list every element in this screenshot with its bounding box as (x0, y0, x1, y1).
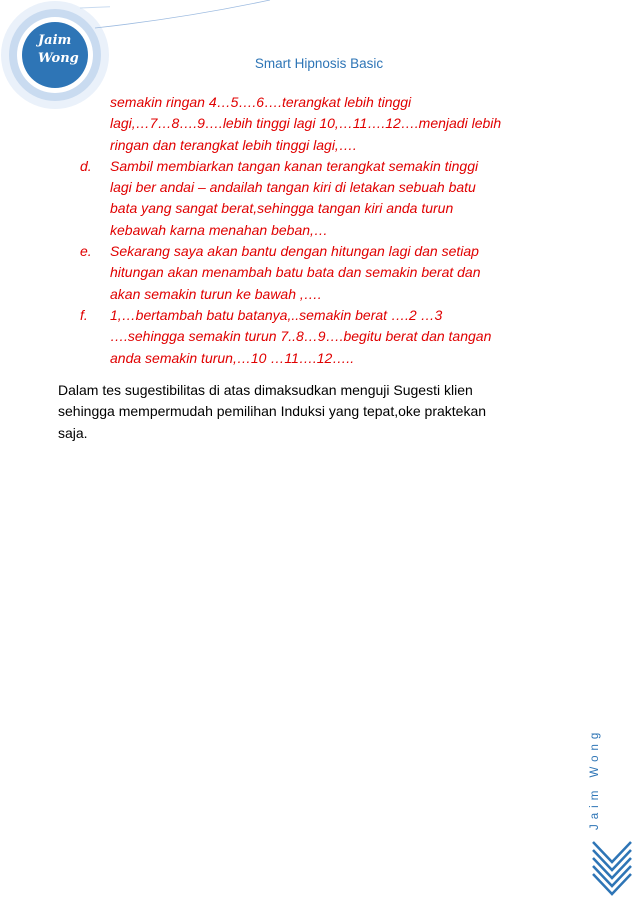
body-paragraph (58, 380, 578, 445)
list-item-e (58, 241, 578, 305)
logo-line-1: Jaim (38, 33, 72, 48)
list-line: bata yang sangat berat,sehingga tangan kiri anda turun (110, 200, 454, 217)
list-item-continuation (58, 92, 578, 156)
paragraph-line: Dalam tes sugestibilitas di atas dimaksudkan menguji Sugesti klien (58, 381, 473, 398)
list-line: semakin ringan 4…5….6….terangkat lebih tinggi (110, 94, 412, 110)
header-decor-line (95, 0, 275, 30)
list-line: 1,…bertambah batu batanya,..semakin berat ….2 …3 (110, 306, 443, 323)
list-line: kebawah karna menahan beban,… (110, 221, 328, 238)
page-header-title: Smart Hipnosis Basic (254, 56, 384, 71)
list-line: Sambil membiarkan tangan kanan terangkat semakin tinggi (110, 157, 479, 174)
paragraph-line: sehingga mempermudah pemilihan Induksi yang tepat,oke praktekan (58, 403, 487, 420)
list-line: lagi,…7…8….9….lebih tinggi lagi 10,…11….12….menjadi lebih (110, 115, 502, 132)
side-author-label: Jaim Wong (589, 727, 601, 830)
list-marker: d. (80, 157, 92, 174)
list-line: lagi ber andai – andailah tangan kiri di letakan sebuah batu (110, 179, 476, 196)
list-item-f (58, 305, 578, 369)
page-content (58, 92, 578, 444)
list-line: akan semakin turun ke bawah ,…. (110, 285, 322, 302)
list-marker: f. (80, 306, 88, 323)
red-instruction-list (58, 92, 578, 369)
list-line: ringan dan terangkat lebih tinggi lagi,…. (110, 136, 357, 153)
list-line: anda semakin turun,…10 …11….12….. (110, 349, 355, 366)
list-line: Sekarang saya akan bantu dengan hitungan lagi dan setiap (110, 243, 479, 260)
list-marker: e. (80, 243, 92, 260)
chevrons-down-icon (590, 836, 634, 898)
list-line: ….sehingga semakin turun 7..8…9….begitu berat dan tangan (110, 328, 492, 345)
list-line: hitungan akan menambah batu bata dan semakin berat dan (110, 264, 481, 281)
logo-line-2: Wong (38, 51, 79, 66)
list-item-d (58, 156, 578, 241)
paragraph-line: saja. (58, 424, 88, 441)
